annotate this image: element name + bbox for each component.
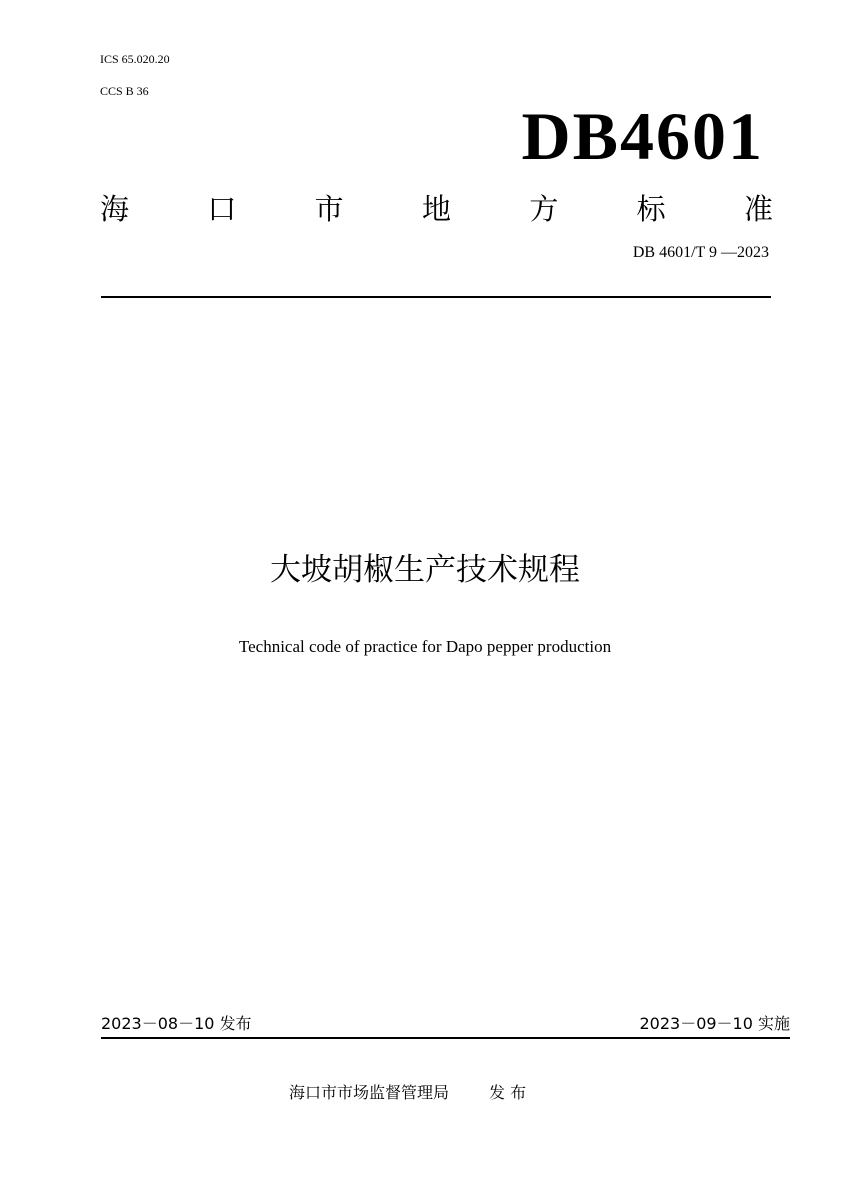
ics-code: ICS 65.020.20	[100, 52, 170, 66]
standard-type-char: 标	[636, 192, 666, 226]
standard-type-char: 准	[743, 192, 773, 226]
top-divider	[101, 296, 771, 298]
standard-type-char: 市	[314, 192, 344, 226]
publish-action: 发 布	[489, 1083, 527, 1102]
standard-type-char: 方	[529, 192, 559, 226]
document-title-chinese: 大坡胡椒生产技术规程	[270, 552, 580, 588]
standard-number: DB 4601/T 9 —2023	[632, 244, 769, 261]
ccs-code: CCS B 36	[100, 84, 149, 98]
document-title-english: Technical code of practice for Dapo pepper production	[238, 637, 612, 656]
standard-type	[100, 191, 773, 227]
bottom-divider	[101, 1037, 790, 1039]
publisher-line	[289, 1082, 526, 1104]
standard-type-char: 口	[207, 192, 237, 226]
standard-mark: DB4601	[521, 98, 764, 174]
implementation-date: 2023－09－10 实施	[639, 1014, 790, 1033]
standard-type-char: 地	[421, 192, 451, 226]
issue-date: 2023－08－10 发布	[101, 1014, 252, 1033]
publisher-name: 海口市市场监督管理局	[289, 1083, 450, 1102]
standard-type-char: 海	[100, 192, 130, 226]
